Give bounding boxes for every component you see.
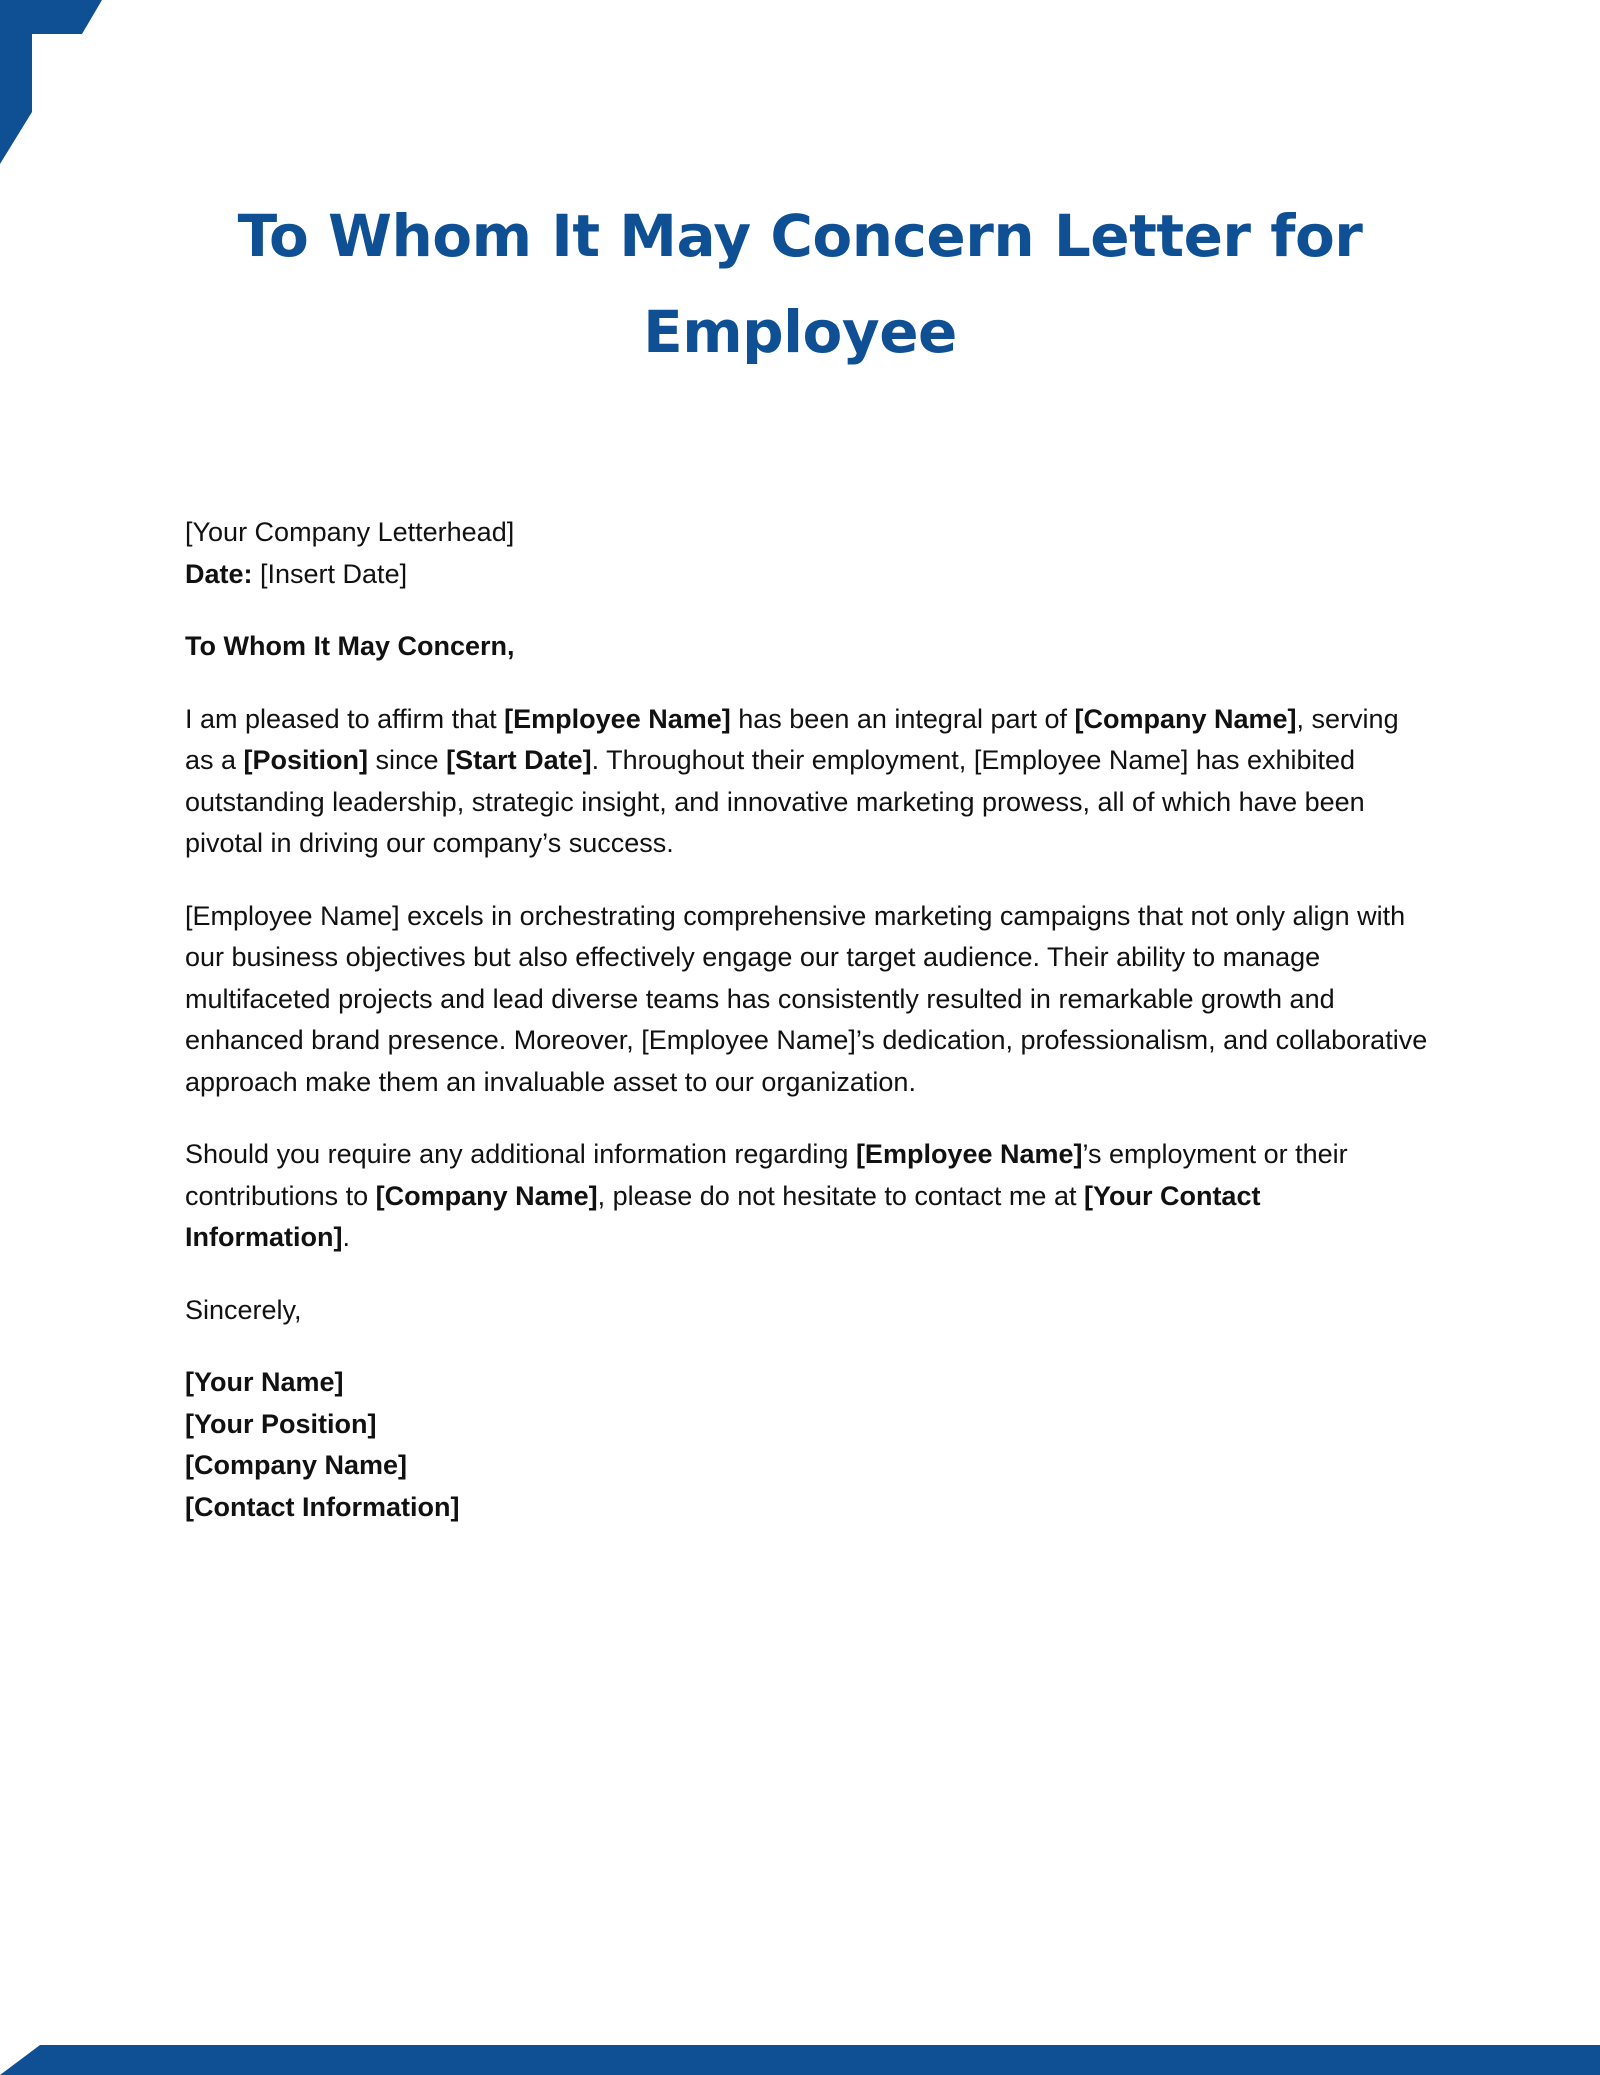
corner-accent-decoration bbox=[0, 0, 102, 164]
signature-block bbox=[185, 1362, 1430, 1528]
p1-text-3: , serving as a bbox=[185, 703, 1399, 775]
p1-employee-name: [Employee Name] bbox=[504, 703, 731, 734]
corner-accent-shape bbox=[0, 0, 102, 164]
p3-text-1: Should you require any additional information regarding bbox=[185, 1139, 856, 1169]
signature-name: [Your Name] bbox=[185, 1367, 344, 1397]
p3-employee-name: [Employee Name] bbox=[855, 1139, 1083, 1169]
p3-contact: [Your Contact Information] bbox=[185, 1180, 1261, 1252]
date-label: Date: bbox=[185, 558, 253, 589]
paragraph-2: [Employee Name] excels in orchestrating comprehensive marketing campaigns that not only align with our business objectives but also effectively engage our target audience. Their ability to manage multifaceted projects and lead diverse teams has consistently resulted in remarkable growth and enhanced brand presence. Moreover, [Employee Name]’s dedication, professionalism, and collaborative approach make them an invaluable asset to our organization. bbox=[185, 900, 1428, 1097]
letterhead: [Your Company Letterhead] bbox=[185, 517, 515, 547]
p1-text-1: I am pleased to affirm that bbox=[185, 703, 505, 734]
p1-text-5: . Throughout their employment, [Employee Name] has exhibited outstanding leadership, strategic insight, and innovative marketing prowess, all of which have been pivotal in driving our company’s success. bbox=[185, 745, 1365, 858]
paragraph-3 bbox=[185, 1134, 1430, 1259]
p1-start-date: [Start Date] bbox=[446, 745, 592, 775]
signature-contact: [Contact Information] bbox=[185, 1491, 460, 1522]
footer-bar-decoration bbox=[0, 2045, 1600, 2075]
p1-text-2: has been an integral part of bbox=[730, 703, 1075, 734]
p3-text-2: ’s employment or their contributions to bbox=[185, 1139, 1348, 1211]
page-title: To Whom It May Concern Letter for Employee bbox=[237, 202, 1363, 366]
paragraph-1 bbox=[185, 699, 1430, 865]
closing: Sincerely, bbox=[185, 1294, 302, 1325]
p1-company-name: [Company Name] bbox=[1074, 703, 1297, 734]
p3-text-4: . bbox=[342, 1222, 350, 1252]
letter-body bbox=[185, 512, 1430, 1559]
date-line bbox=[185, 554, 1430, 596]
signature-position: [Your Position] bbox=[185, 1408, 377, 1439]
p3-company-name: [Company Name] bbox=[375, 1180, 598, 1211]
date-value: [Insert Date] bbox=[252, 558, 408, 589]
p1-text-4: since bbox=[368, 745, 447, 775]
footer-bar-shape bbox=[0, 2045, 1600, 2075]
p3-text-3: , please do not hesitate to contact me at bbox=[597, 1180, 1084, 1211]
signature-company: [Company Name] bbox=[185, 1450, 408, 1480]
salutation bbox=[185, 626, 1430, 668]
header-block bbox=[185, 512, 1430, 595]
p1-position: [Position] bbox=[243, 745, 369, 775]
salutation-text: To Whom It May Concern, bbox=[185, 631, 515, 661]
